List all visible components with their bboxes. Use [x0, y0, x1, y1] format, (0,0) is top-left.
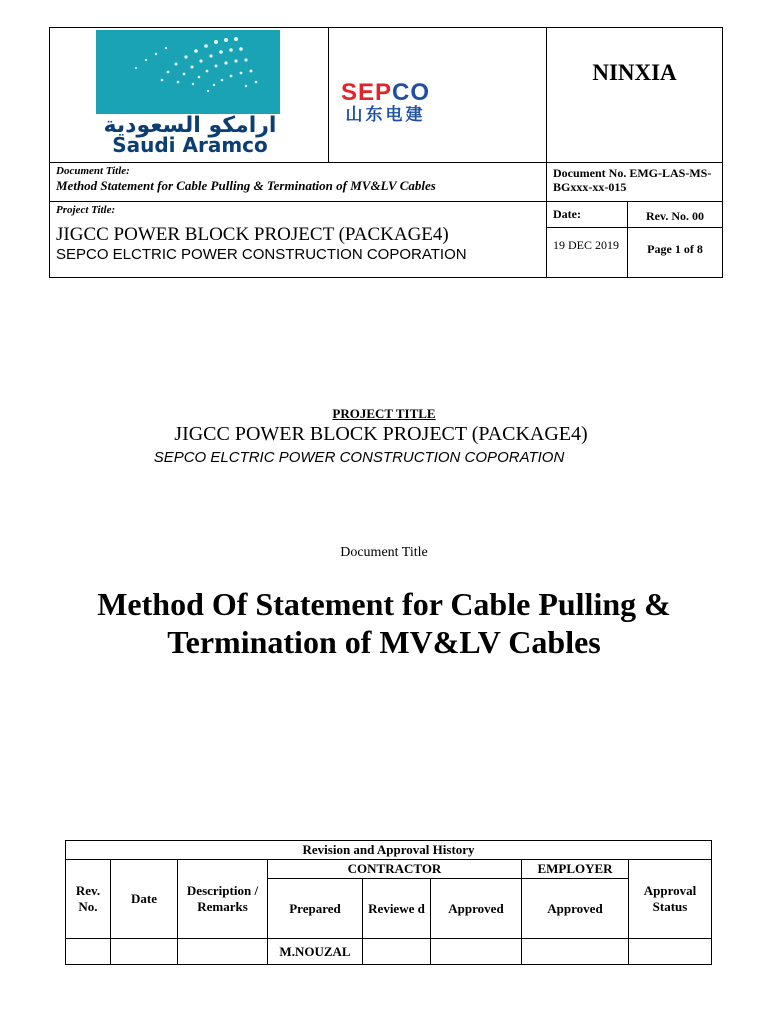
company-name: SEPCO ELCTRIC POWER CONSTRUCTION COPORATION — [153, 449, 565, 466]
date-value: 19 DEC 2019 — [547, 228, 628, 278]
project-name: JIGCC POWER BLOCK PROJECT (PACKAGE4) — [174, 423, 588, 445]
project-company-value: SEPCO ELCTRIC POWER CONSTRUCTION COPORATION — [56, 246, 467, 263]
project-title-cell — [50, 202, 547, 278]
project-title-label: Project Title: — [56, 204, 116, 216]
project-title-value: JIGCC POWER BLOCK PROJECT (PACKAGE4) — [56, 224, 449, 245]
col-approval-status: Approval Status — [629, 860, 712, 939]
document-title-label: Document Title: — [56, 165, 130, 177]
cell-date — [111, 939, 178, 965]
project-title-heading: PROJECT TITLE — [332, 406, 436, 421]
sepco-logo — [49, 81, 722, 125]
cell-description — [178, 939, 268, 965]
cell-approval-status — [629, 939, 712, 965]
col-prepared: Prepared — [268, 879, 363, 939]
aramco-latin-wordmark: Saudi Aramco — [112, 133, 268, 157]
sepco-logo-red-text: SEP — [340, 79, 393, 106]
col-reviewed: Reviewe d — [363, 879, 431, 939]
col-employer-approved: Approved — [522, 879, 629, 939]
date-label: Date: — [547, 202, 628, 228]
contractor-group-header: CONTRACTOR — [268, 860, 522, 879]
sepco-logo-cell — [329, 28, 547, 163]
col-rev-no: Rev. No. — [66, 860, 111, 939]
col-approved: Approved — [431, 879, 522, 939]
sepco-logo-blue-text: CO — [392, 79, 431, 106]
document-title-heading: Document Title — [340, 545, 428, 560]
col-date: Date — [111, 860, 178, 939]
document-title-cell — [50, 163, 547, 202]
cell-prepared: M.NOUZAL — [268, 939, 363, 965]
cell-employer-approved — [522, 939, 629, 965]
table-row — [66, 939, 712, 965]
location-label: NINXIA — [547, 28, 723, 163]
cell-rev-no — [66, 939, 111, 965]
cell-reviewed — [363, 939, 431, 965]
revision-approval-table — [65, 840, 711, 965]
document-number: Document No. EMG-LAS-MS-BGxxx-xx-015 — [547, 163, 723, 202]
revision-number: Rev. No. 00 — [628, 202, 723, 228]
employer-group-header: EMPLOYER — [522, 860, 629, 879]
document-header — [49, 27, 722, 278]
page-number: Page 1 of 8 — [628, 228, 723, 278]
cell-approved — [431, 939, 522, 965]
col-description: Description / Remarks — [178, 860, 268, 939]
revision-table-title: Revision and Approval History — [66, 841, 712, 860]
main-document-title: Method Of Statement for Cable Pulling & Termination of MV&LV Cables — [97, 586, 671, 660]
sepco-logo-chinese: 山东电建 — [345, 105, 426, 125]
document-title-value: Method Statement for Cable Pulling & Termination of MV&LV Cables — [56, 178, 436, 193]
aramco-arabic-wordmark: ارامكو السعودية — [103, 113, 277, 138]
